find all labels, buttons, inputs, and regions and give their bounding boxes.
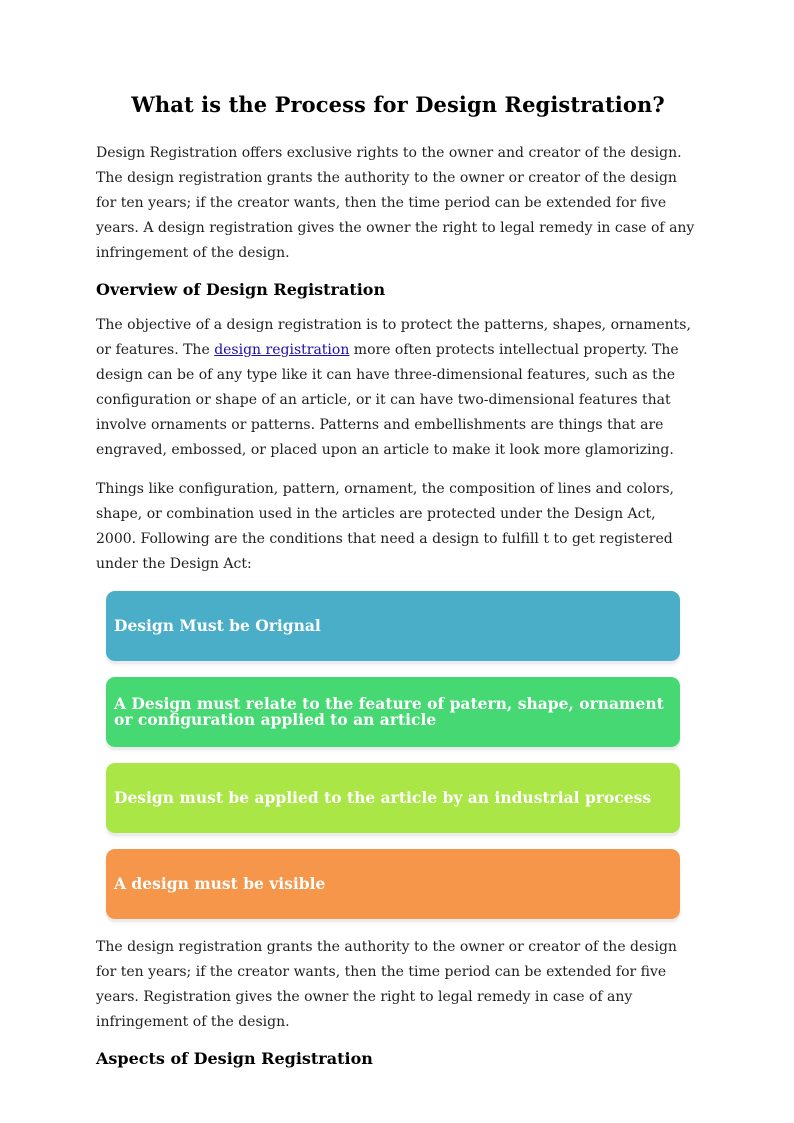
conditions-intro-paragraph: Things like configuration, pattern, ornament, the composition of lines and colors, shape, or combination used in the articles are protected under the Design Act, 2000. Following are the conditions that need a design to fulfill t to get registered under the Design Act: <box>96 481 674 572</box>
condition-card-feature <box>106 677 680 747</box>
condition-card-original <box>106 591 680 661</box>
condition-label: A Design must relate to the feature of patern, shape, ornament or configuration applied to an article <box>114 694 664 729</box>
aspects-heading: Aspects of Design Registration <box>96 1049 373 1068</box>
condition-card-industrial-process <box>106 763 680 833</box>
overview-heading: Overview of Design Registration <box>96 280 386 299</box>
conditions-list <box>106 591 680 919</box>
page-title: What is the Process for Design Registration? <box>131 92 665 117</box>
overview-text-before: The objective of a design registration is to protect the patterns, shapes, ornaments, or features. The <box>96 317 691 358</box>
condition-label: Design must be applied to the article by an industrial process <box>114 788 652 807</box>
overview-paragraph <box>96 313 700 463</box>
condition-label: Design Must be Orignal <box>114 616 321 635</box>
overview-text-after: more often protects intellectual property. The design can be of any type like it can have three-dimensional features, such as the configuration or shape of an article, or it can have two-dimensional features that involve ornaments or patterns. Patterns and embellishments are things that are engraved, embossed, or placed upon an article to make it look more glamorizing. <box>96 342 679 458</box>
intro-paragraph: Design Registration offers exclusive rights to the owner and creator of the design. The design registration grants the authority to the owner or creator of the design for ten years; if the creator wants, then the time period can be extended for five years. A design registration gives the owner the right to legal remedy in case of any infringement of the design. <box>96 145 695 261</box>
condition-label: A design must be visible <box>114 874 326 893</box>
document-page <box>96 92 700 1082</box>
design-registration-link[interactable]: design registration <box>214 342 350 358</box>
condition-card-visible <box>106 849 680 919</box>
closing-paragraph: The design registration grants the authority to the owner or creator of the design for ten years; if the creator wants, then the time period can be extended for five years. Registration gives the owner the right to legal remedy in case of any infringement of the design. <box>96 939 677 1030</box>
